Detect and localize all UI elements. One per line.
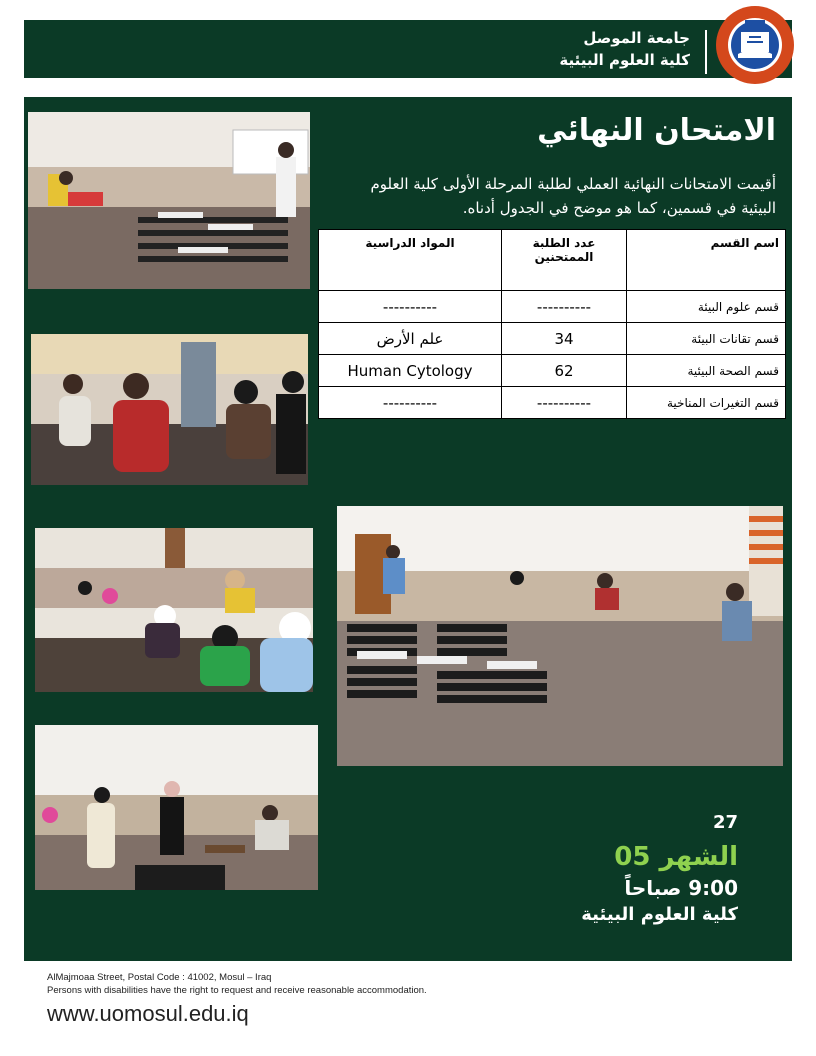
- exam-photo-1: [28, 112, 310, 289]
- header-bar: [24, 20, 792, 78]
- header-divider: [705, 30, 707, 74]
- table-cell: قسم الصحة البيئية: [627, 355, 786, 387]
- table-cell: 34: [502, 323, 627, 355]
- table-cell: ----------: [502, 387, 627, 419]
- table-cell: قسم علوم البيئة: [627, 291, 786, 323]
- table-cell: قسم تقانات البيئة: [627, 323, 786, 355]
- column-header-subjects: المواد الدراسية: [319, 230, 502, 291]
- exam-table: [318, 229, 786, 419]
- column-header-students: عدد الطلبة الممتحنين: [502, 230, 627, 291]
- page-title: الامتحان النهائي: [537, 113, 776, 148]
- website-link[interactable]: www.uomosul.edu.iq: [47, 1001, 249, 1026]
- table-cell: قسم التغيرات المناخية: [627, 387, 786, 419]
- table-row: [319, 291, 786, 323]
- table-row: [319, 355, 786, 387]
- exam-day: 27: [712, 812, 738, 833]
- exam-photo-5: [35, 725, 318, 890]
- exam-photo-3: [35, 528, 313, 692]
- exam-photo-2: [31, 334, 308, 485]
- table-cell: Human Cytology: [319, 355, 502, 387]
- table-header-row: [319, 230, 786, 291]
- table-row: [319, 387, 786, 419]
- table-cell: ----------: [502, 291, 627, 323]
- exam-description: أقيمت الامتحانات النهائية العملي لطلبة المرحلة الأولى كلية العلوم البيئية في قسمين، كما هو موضح في الجدول أدناه.: [370, 175, 776, 217]
- exam-month: الشهر 05: [614, 842, 738, 872]
- table-cell: ----------: [319, 387, 502, 419]
- exam-photo-4: [337, 506, 783, 766]
- exam-place: كلية العلوم البيئية: [581, 904, 738, 925]
- university-logo: [716, 6, 794, 84]
- table-cell: ----------: [319, 291, 502, 323]
- college-name: كلية العلوم البيئية: [559, 51, 690, 69]
- column-header-department: اسم القسم: [627, 230, 786, 291]
- footer-accessibility: Persons with disabilities have the right to request and receive reasonable accommodation.: [47, 985, 427, 996]
- table-row: [319, 323, 786, 355]
- footer-address: AlMajmoaa Street, Postal Code : 41002, Mosul – Iraq: [47, 972, 272, 983]
- table-cell: علم الأرض: [319, 323, 502, 355]
- exam-time: 9:00 صباحاً: [624, 876, 738, 900]
- university-name: جامعة الموصل: [583, 29, 690, 47]
- table-cell: 62: [502, 355, 627, 387]
